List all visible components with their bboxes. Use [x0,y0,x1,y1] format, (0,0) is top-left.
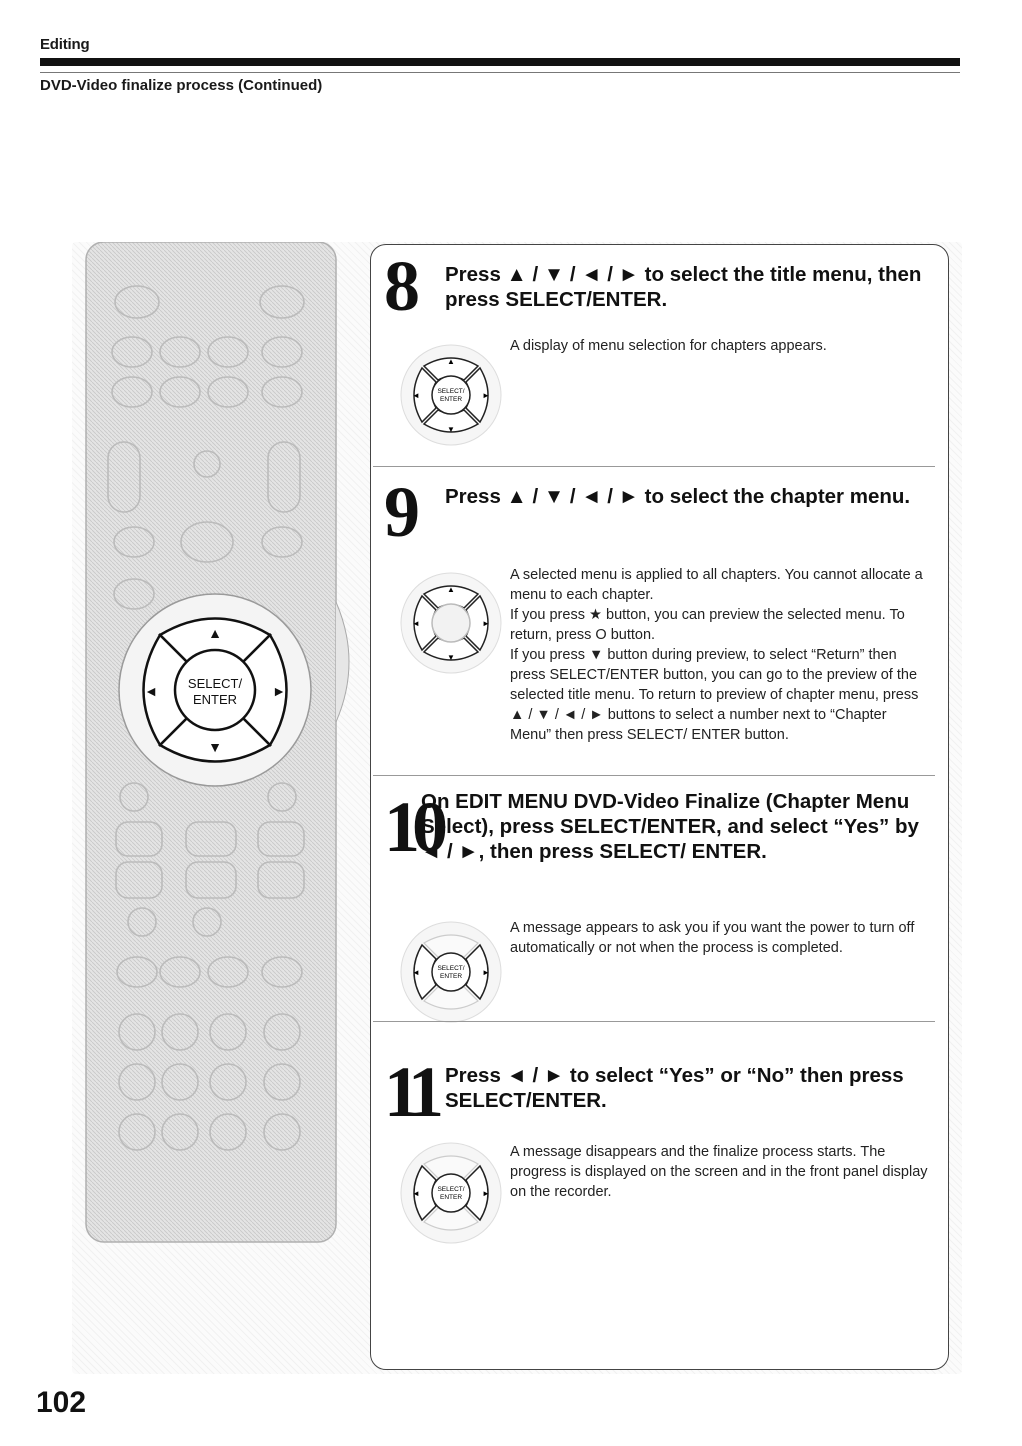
step-11 [384,1050,939,1260]
pad-select-2: ENTER [439,973,463,980]
step-heading: Press ▲ / ▼ / ◄ / ► to select the title menu, then press SELECT/ENTER. [445,263,922,311]
step-paragraph: A message appears to ask you if you want the power to turn off automatically or not when the process is completed. [510,920,915,956]
step-10 [384,783,939,1018]
step-body [510,918,930,958]
pad-up: ▲ [447,357,455,366]
step-paragraph: A message disappears and the finalize process starts. The progress is displayed on the screen and in the front panel display on the recorder. [510,1144,928,1200]
remote-right-arrow: ► [272,683,286,699]
remote-side-dial [336,602,349,722]
remote-select-label-1: SELECT/ [187,676,243,691]
header-rule [40,58,960,66]
step-body [510,1142,930,1202]
step-number: 9 [384,472,420,552]
step-number: 10 [384,787,440,867]
pad-down: ▼ [447,425,455,434]
remote-down-arrow: ▼ [208,739,222,755]
step-paragraph: If you press ▼ button during preview, to select “Return” then press SELECT/ENTER button, you can go to the preview of the selected title menu. To return to preview of chapter menu, press ▲ / ▼ / ◄ / ► buttons to select a number next to “Chapter Menu” then press SELECT/ ENTER button. [510,647,919,743]
step-heading: Press ▲ / ▼ / ◄ / ► to select the chapter menu. [445,485,911,508]
step-number: 11 [384,1052,437,1132]
pad-select-1: SELECT/ [437,965,465,972]
select-enter-pad-icon [396,568,506,678]
section-title: Editing [40,36,90,53]
pad-left: ◄ [412,619,420,628]
remote-control-illustration [72,242,372,1372]
select-enter-pad-icon [396,340,506,450]
step-body [510,565,930,745]
remote-up-arrow: ▲ [208,625,222,641]
pad-left: ◄ [412,1189,420,1198]
step-paragraph: A selected menu is applied to all chapters. You cannot allocate a menu to each chapter. [510,567,923,603]
remote-select-label-2: ENTER [192,692,238,707]
select-enter-pad-icon [396,1138,506,1248]
pad-right: ► [482,968,490,977]
pad-down: ▼ [447,653,455,662]
step-heading: Press ◄ / ► to select “Yes” or “No” then press SELECT/ENTER. [445,1064,904,1112]
pad-up: ▲ [447,585,455,594]
step-paragraph: A display of menu selection for chapters appears. [510,338,827,354]
step-body [510,336,930,356]
step-divider [373,775,935,776]
header-thin-rule [40,72,960,73]
pad-right: ► [482,619,490,628]
pad-left: ◄ [412,391,420,400]
remote-dpad [119,594,311,786]
step-heading: On EDIT MENU DVD-Video Finalize (Chapter Menu Select), press SELECT/ENTER, and select “Yes” by ◄ / ►, then press SELECT/ ENTER. [421,790,919,863]
pad-left: ◄ [412,968,420,977]
pad-select-2: ENTER [439,396,463,403]
step-number: 8 [384,246,420,326]
step-divider [373,466,935,467]
pad-select-2: ENTER [439,1194,463,1201]
pad-select-1: SELECT/ [437,1186,465,1193]
pad-select-1: SELECT/ [437,388,465,395]
step-9 [384,472,939,772]
step-paragraph: If you press ★ button, you can preview the selected menu. To return, press O button. [510,607,905,643]
step-divider [373,1021,935,1022]
step-8 [384,246,939,460]
page-number: 102 [36,1386,87,1419]
pad-right: ► [482,1189,490,1198]
remote-left-arrow: ◄ [144,683,158,699]
subsection-title: DVD-Video finalize process (Continued) [40,77,323,94]
pad-right: ► [482,391,490,400]
select-enter-pad-icon [396,917,506,1027]
